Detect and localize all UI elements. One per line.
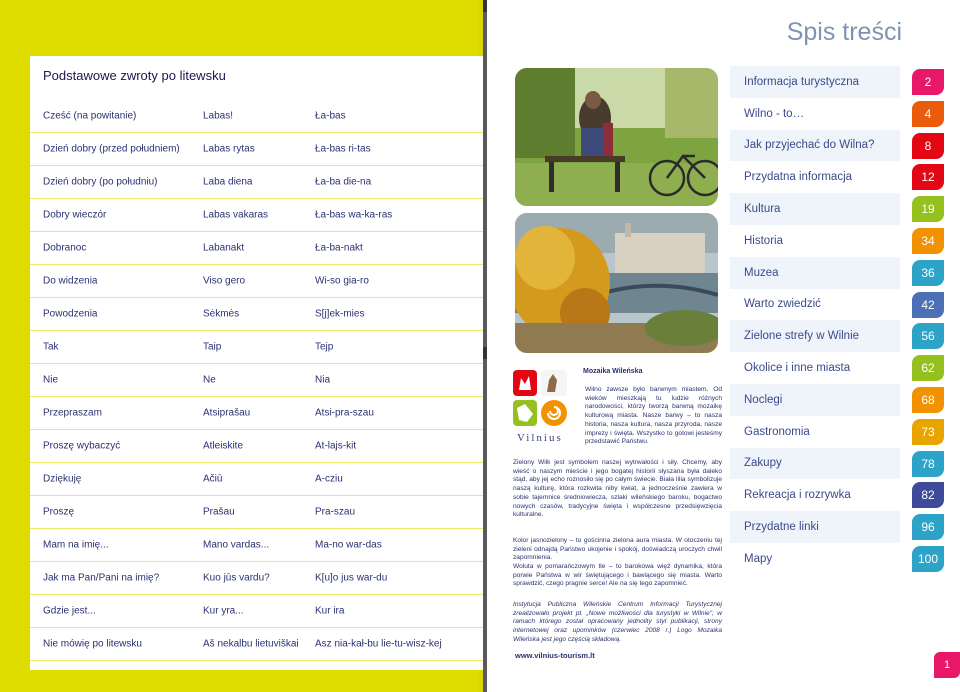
toc-item[interactable] [730, 416, 960, 448]
toc-item-label: Mapy [744, 552, 773, 565]
logo-wordmark: Vilnius [517, 432, 563, 444]
phrase-row [30, 331, 487, 364]
phrase-polish: Dobry wieczór [43, 209, 107, 221]
phrase-pronunciation: A-cziu [315, 473, 343, 485]
phrase-row [30, 100, 487, 133]
phrase-lithuanian: Atleiskite [203, 440, 244, 452]
phrase-row [30, 364, 487, 397]
toc-page-badge: 19 [912, 196, 944, 222]
phrase-pronunciation: At-lajs-kit [315, 440, 357, 452]
toc-page-badge: 82 [912, 482, 944, 508]
photo-city-autumn [515, 213, 718, 353]
toc-title: Spis treści [786, 18, 902, 46]
phrase-lithuanian: Kuo jūs vardu? [203, 572, 270, 584]
toc-item[interactable] [730, 352, 960, 384]
toc-item[interactable] [730, 289, 960, 321]
phrase-list [30, 100, 487, 661]
toc-item[interactable] [730, 66, 960, 98]
page-number: 1 [934, 652, 960, 678]
phrase-row [30, 430, 487, 463]
phrase-pronunciation: Tejp [315, 341, 334, 353]
phrase-pronunciation: K[u]o jus war-du [315, 572, 388, 584]
toc-page-badge: 4 [912, 101, 944, 127]
toc-item[interactable] [730, 225, 960, 257]
toc-page-badge: 68 [912, 387, 944, 413]
mozaika-text: Zielony Wilk jest symbolem naszej wytrwałości i siły. Chcemy, aby wieść o naszym mieście i jego bogatej historii słyszana była daleko stąd, aby jej echo roznosiło się po całym świecie. Biała lilia symbolizuje naszą kulturę, która rozkwita niby kwiat, a jednocześnie zawiera w sobie tajemnice średniowiecza, szlaki wileńskiego baroku, bogactwo nowych czasów, tradycyjne święta i współczesne przedsięwzięcia kulturalne. [513, 459, 722, 519]
phrase-row [30, 265, 487, 298]
mozaika-text: Woluta w pomarańczowym tle – to barokowa więź dynamika, która porwie Państwa w wir świętującego i bawiącego się miasta. Warto sprawdzić, czego pragnie serce! Ale na się tego zapomnieć. [513, 563, 722, 588]
phrase-polish: Jak ma Pan/Pani na imię? [43, 572, 160, 584]
toc-item-label: Warto zwiedzić [744, 298, 821, 311]
toc-page-badge: 78 [912, 451, 944, 477]
phrase-lithuanian: Labanakt [203, 242, 245, 254]
vilnius-logo [511, 368, 581, 458]
phrase-lithuanian: Ačiū [203, 473, 223, 485]
phrase-polish: Cześć (na powitanie) [43, 110, 137, 122]
phrase-polish: Dobranoc [43, 242, 87, 254]
toc-item[interactable] [730, 448, 960, 480]
phrases-panel [30, 56, 487, 670]
toc-page-badge: 12 [912, 164, 944, 190]
phrase-pronunciation: Ła-bas wa-ka-ras [315, 209, 393, 221]
phrase-pronunciation: S[j]ek-mies [315, 308, 365, 320]
toc-item-label: Historia [744, 234, 783, 247]
phrase-pronunciation: Nia [315, 374, 331, 386]
phrase-row [30, 463, 487, 496]
mozaika-text: Kolor jasnozielony – to gościnna zielona aura miasta. W otoczeniu tej zieleni odnajdą Państwo ukojenie i spokój, doświadczą uroczych chwil zapomnienia. [513, 537, 722, 562]
phrase-row [30, 133, 487, 166]
phrases-title: Podstawowe zwroty po litewsku [43, 68, 226, 83]
toc-page [730, 0, 960, 692]
toc-page-badge: 96 [912, 514, 944, 540]
phrase-pronunciation: Atsi-pra-szau [315, 407, 374, 419]
toc-page-badge: 34 [912, 228, 944, 254]
website-link[interactable]: www.vilnius-tourism.lt [515, 651, 595, 660]
toc-item-label: Zielone strefy w Wilnie [744, 330, 860, 343]
phrase-pronunciation: Ła-bas [315, 110, 346, 122]
phrase-lithuanian: Mano vardas... [203, 539, 270, 551]
phrase-polish: Gdzie jest... [43, 605, 96, 617]
toc-item-label: Jak przyjechać do Wilna? [744, 139, 875, 152]
toc-item-label: Przydatna informacja [744, 171, 853, 184]
toc-item-label: Muzea [744, 266, 779, 279]
phrase-pronunciation: Ła-ba-nakt [315, 242, 363, 254]
phrase-polish: Proszę wybaczyć [43, 440, 121, 452]
toc-item-label: Rekreacja i rozrywka [744, 489, 851, 502]
phrase-polish: Do widzenia [43, 275, 98, 287]
phrase-row [30, 397, 487, 430]
toc-item-label: Informacja turystyczna [744, 75, 860, 88]
mozaika-text: Wilno zawsze było barwnym miastem. Od wieków mieszkają tu ludzie różnych narodowości, którzy tworzą barwną mozaikę kulturową miasta. Nasze barwy – to nasza historia, nasza kultura, nasza przyroda, nasze imprezy i święta. Wszystko to gotowi jesteśmy przedstawić Państwu. [585, 386, 722, 446]
phrase-pronunciation: Ła-ba die-na [315, 176, 372, 188]
phrase-polish: Nie [43, 374, 59, 386]
phrase-pronunciation: Wi-so gia-ro [315, 275, 369, 287]
phrase-polish: Dziękuję [43, 473, 82, 485]
phrase-pronunciation: Ma-no war-das [315, 539, 382, 551]
phrase-row [30, 595, 487, 628]
phrase-polish: Dzień dobry (po południu) [43, 176, 158, 188]
phrase-pronunciation: Kur ira [315, 605, 345, 617]
phrase-lithuanian: Labas vakaras [203, 209, 269, 221]
mozaika-title: Mozaika Wileńska [583, 368, 643, 375]
phrase-lithuanian: Kur yra... [203, 605, 244, 617]
toc-page-badge: 100 [912, 546, 944, 572]
phrase-polish: Proszę [43, 506, 75, 518]
phrase-row [30, 298, 487, 331]
phrase-lithuanian: Sėkmės [203, 308, 240, 320]
mozaika-credits: Instytucja Publiczna Wileńskie Centrum Informacji Turystycznej zrealizowało projekt pt. „Nowe możliwości dla turystyki w Wilnie", w ramach którego został opracowany jednolity styl publikacji, strony internetowej oraz upominków (czerwiec 2008 r.) Logo Mozaika Wileńska jest jego częścią składową. [513, 601, 722, 643]
toc-item-label: Wilno - to… [744, 107, 805, 120]
phrase-row [30, 232, 487, 265]
phrase-lithuanian: Labas rytas [203, 143, 255, 155]
toc-item[interactable] [730, 543, 960, 575]
phrase-row [30, 496, 487, 529]
toc-page-badge: 42 [912, 292, 944, 318]
toc-page-badge: 8 [912, 133, 944, 159]
toc-item[interactable] [730, 130, 960, 162]
phrase-polish: Tak [43, 341, 59, 353]
phrase-pronunciation: Pra-szau [315, 506, 356, 518]
toc-page-badge: 73 [912, 419, 944, 445]
phrase-polish: Mam na imię... [43, 539, 109, 551]
phrase-lithuanian: Aš nekalbu lietuviškai [203, 638, 299, 650]
toc-list [730, 66, 960, 575]
phrase-row [30, 529, 487, 562]
phrase-row [30, 166, 487, 199]
phrase-lithuanian: Labas! [203, 110, 234, 122]
toc-item[interactable] [730, 98, 960, 130]
phrase-lithuanian: Taip [203, 341, 222, 353]
phrase-row [30, 628, 487, 661]
phrase-lithuanian: Prašau [203, 506, 235, 518]
toc-item-label: Noclegi [744, 393, 783, 406]
toc-item-label: Zakupy [744, 457, 782, 470]
phrase-polish: Powodzenia [43, 308, 98, 320]
phrase-row [30, 199, 487, 232]
toc-item[interactable] [730, 257, 960, 289]
toc-page-badge: 36 [912, 260, 944, 286]
toc-item-label: Okolice i inne miasta [744, 362, 851, 375]
toc-item-label: Gastronomia [744, 425, 810, 438]
phrase-lithuanian: Laba diena [203, 176, 253, 188]
toc-item[interactable] [730, 384, 960, 416]
toc-item-label: Przydatne linki [744, 521, 819, 534]
toc-page-badge: 2 [912, 69, 944, 95]
phrase-row [30, 562, 487, 595]
phrase-polish: Przepraszam [43, 407, 102, 419]
toc-item[interactable] [730, 479, 960, 511]
phrase-pronunciation: Asz nia-kał-bu lie-tu-wisz-kej [315, 638, 442, 650]
middle-column [487, 0, 730, 692]
toc-page-badge: 62 [912, 355, 944, 381]
toc-page-badge: 56 [912, 323, 944, 349]
toc-item[interactable] [730, 161, 960, 193]
phrase-polish: Dzień dobry (przed południem) [43, 143, 180, 155]
phrase-polish: Nie mówię po litewsku [43, 638, 142, 650]
toc-item[interactable] [730, 511, 960, 543]
phrase-lithuanian: Atsiprašau [203, 407, 251, 419]
toc-item-label: Kultura [744, 203, 781, 216]
toc-item[interactable] [730, 320, 960, 352]
phrase-pronunciation: Ła-bas ri-tas [315, 143, 371, 155]
toc-item[interactable] [730, 193, 960, 225]
phrase-lithuanian: Viso gero [203, 275, 246, 287]
phrase-lithuanian: Ne [203, 374, 216, 386]
photo-couple-park [515, 68, 718, 206]
